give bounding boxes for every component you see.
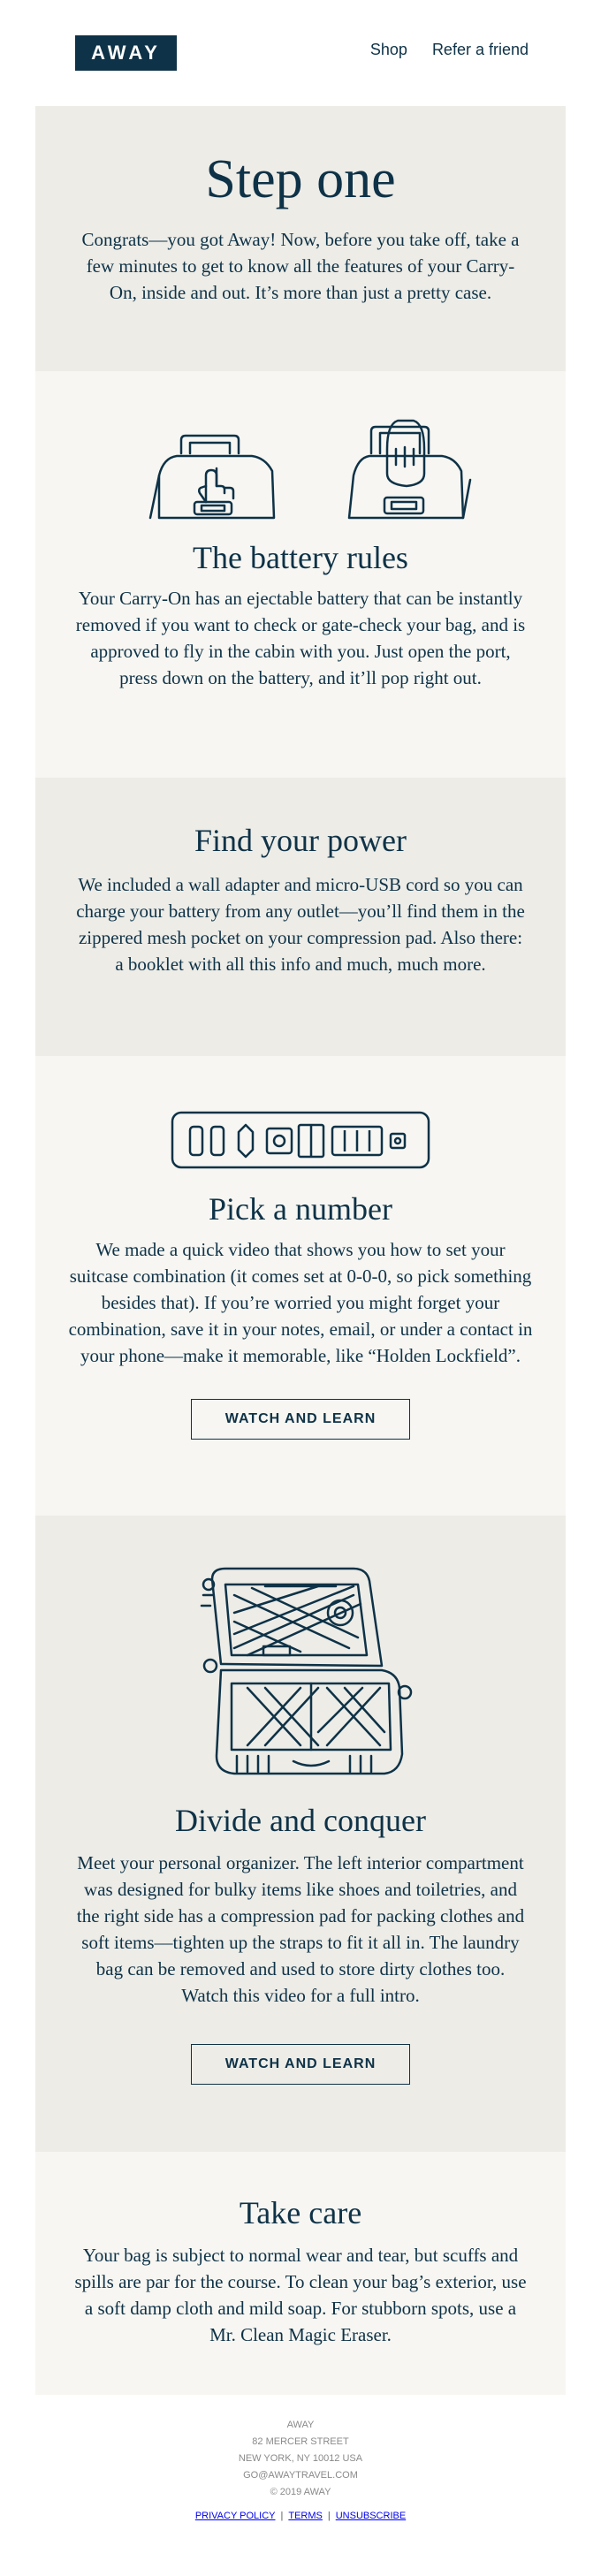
unsubscribe-link[interactable]: UNSUBSCRIBE — [335, 2511, 407, 2521]
watch-combination-video-button[interactable]: WATCH AND LEARN — [191, 1399, 410, 1440]
terms-link[interactable]: TERMS — [288, 2511, 323, 2521]
nav-shop-link[interactable]: Shop — [369, 41, 407, 58]
battery-body: Your Carry-On has an ejectable battery that can be instantly removed if you want to check or gate-check your bag, and is approved to fly in the cabin with you. Just open the port, press down on the battery, and it’ll pop right out. — [75, 587, 526, 688]
step-one-title: Step one — [205, 149, 396, 209]
battery-title: The battery rules — [193, 540, 408, 575]
footer-copyright: © 2019 AWAY — [270, 2487, 331, 2497]
divide-body: Meet your personal organizer. The left interior compartment was designed for bulky items like shoes and toiletries, and the right side has a compression pad for packing clothes and soft items—tighten up the straps to fit it all in. The laundry bag can be removed and used to store dirty clothes too. Watch this video for a full intro. — [76, 1851, 525, 2006]
divide-section — [35, 1516, 566, 2152]
number-title: Pick a number — [209, 1191, 392, 1227]
divide-title: Divide and conquer — [175, 1803, 426, 1838]
care-body: Your bag is subject to normal wear and tear, but scuffs and spills are par for the course. To clean your bag’s exterior, use a soft damp cloth and mild soap. For stubborn spots, use a Mr. Clean Magic Eraser. — [74, 2244, 527, 2345]
footer-links — [0, 2508, 601, 2525]
footer-separator: | — [327, 2511, 331, 2521]
power-section — [35, 778, 566, 1056]
power-title: Find your power — [194, 823, 407, 858]
footer-email: GO@AWAYTRAVEL.COM — [243, 2470, 358, 2481]
lock-panel-icon — [35, 1107, 566, 1178]
header — [0, 0, 601, 106]
power-body: We included a wall adapter and micro-USB cord so you can charge your battery from any outlet—you’ll find them in the zippered mesh pocket on your compression pad. Also there: a booklet with all this info and much, much more. — [76, 873, 525, 975]
care-title: Take care — [239, 2195, 362, 2230]
step-one-section — [35, 106, 566, 371]
watch-organizer-video-button[interactable]: WATCH AND LEARN — [191, 2044, 410, 2085]
footer-address-street: 82 MERCER STREET — [252, 2436, 349, 2447]
number-section — [35, 1056, 566, 1516]
number-body: We made a quick video that shows you how to set your suitcase combination (it comes set at 0-0-0, so pick something besides that). If you’re worried you might forget your combination, save it in your notes, email, or under a contact in your phone—make it memorable, like “Holden Lockfield”. — [68, 1238, 533, 1366]
top-nav — [370, 41, 529, 59]
away-logo[interactable]: AWAY — [75, 35, 177, 71]
battery-illustration-icon — [35, 414, 566, 528]
care-section — [35, 2152, 566, 2395]
nav-refer-link[interactable]: Refer a friend — [431, 41, 529, 58]
privacy-policy-link[interactable]: PRIVACY POLICY — [194, 2511, 276, 2521]
open-suitcase-icon — [35, 1560, 566, 1790]
footer-separator: | — [280, 2511, 284, 2521]
battery-section — [35, 371, 566, 778]
footer-company: AWAY — [286, 2420, 315, 2430]
step-one-body: Congrats—you got Away! Now, before you take off, take a few minutes to get to know all the features of your Carry-On, inside and out. It’s more than just a pretty case. — [81, 229, 520, 303]
footer-address-city: NEW YORK, NY 10012 USA — [238, 2453, 363, 2464]
footer — [0, 2417, 601, 2525]
